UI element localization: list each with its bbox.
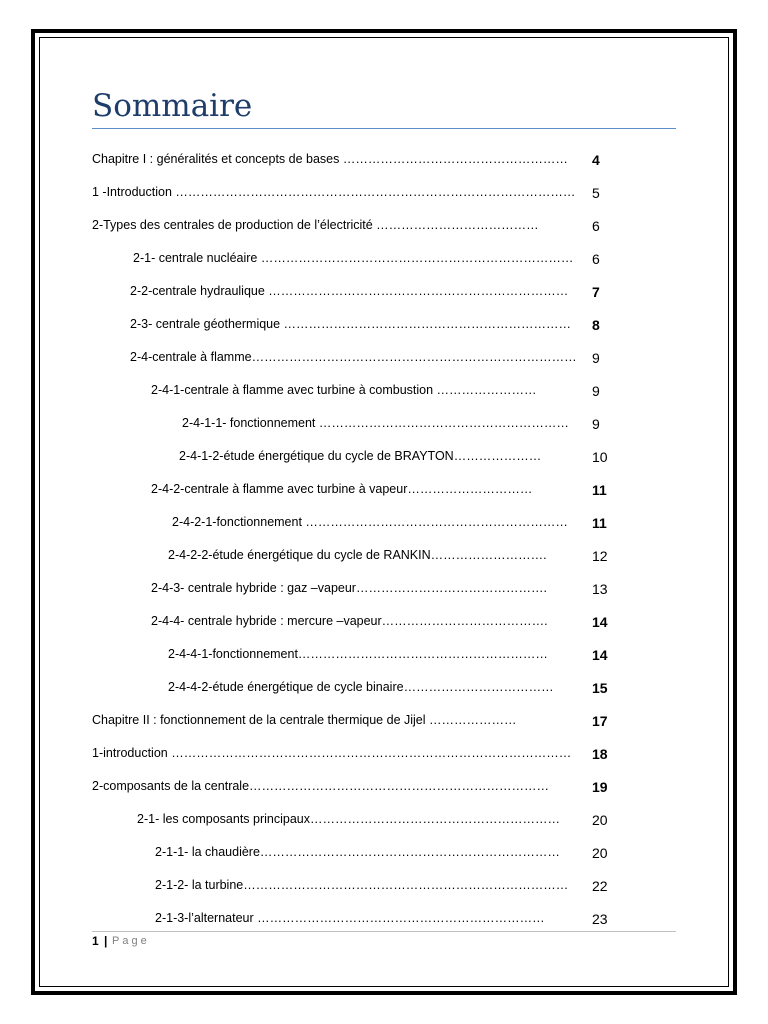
toc-entry[interactable]: [0, 183, 768, 205]
toc-entry[interactable]: [0, 480, 768, 502]
toc-entry-page-number: 15: [592, 680, 608, 696]
toc-entry[interactable]: [0, 777, 768, 799]
toc-entry[interactable]: [0, 348, 768, 370]
toc-entry-page-number: 9: [592, 383, 600, 399]
toc-entry[interactable]: [0, 711, 768, 733]
toc-entry-label: 2-4-1-2-étude énergétique du cycle de BRAYTON…………………: [179, 449, 542, 463]
toc-entry-label: 2-4-2-2-étude énergétique du cycle de RANKIN……………………….: [168, 548, 547, 562]
toc-entry-page-number: 20: [592, 845, 608, 861]
toc-entry[interactable]: [0, 447, 768, 469]
toc-entry-label: 2-3- centrale géothermique ……………………………………………………………: [130, 317, 572, 331]
toc-entry[interactable]: [0, 216, 768, 238]
toc-entry-page-number: 9: [592, 416, 600, 432]
toc-entry-label: 2-4-1-1- fonctionnement ……………………………………………………: [182, 416, 569, 430]
footer-page-label: Page: [112, 935, 150, 947]
toc-entry[interactable]: [0, 909, 768, 931]
toc-entry-label: 2-composants de la centrale………………………………………………………………: [92, 779, 550, 793]
toc-entry-label: 2-4-centrale à flamme……………………………………………………………………: [130, 350, 577, 364]
footer-divider: [92, 931, 676, 932]
footer-separator: |: [104, 934, 108, 948]
toc-entry[interactable]: [0, 843, 768, 865]
toc-entry-label: 2-2-centrale hydraulique ………………………………………………………………: [130, 284, 569, 298]
toc-entry[interactable]: [0, 645, 768, 667]
toc-entry-page-number: 14: [592, 614, 608, 630]
toc-entry-label: 2-Types des centrales de production de l’électricité …………………………………: [92, 218, 539, 232]
toc-entry-page-number: 10: [592, 449, 608, 465]
toc-entry[interactable]: [0, 282, 768, 304]
toc-entry-page-number: 18: [592, 746, 608, 762]
toc-entry-page-number: 6: [592, 218, 600, 234]
toc-entry[interactable]: [0, 414, 768, 436]
toc-entry-label: 2-1-3-l’alternateur ……………………………………………………………: [155, 911, 545, 925]
toc-entry-label: 2-4-4-1-fonctionnement……………………………………………………: [168, 647, 548, 661]
toc-entry-page-number: 19: [592, 779, 608, 795]
toc-entry[interactable]: [0, 150, 768, 172]
toc-entry-page-number: 14: [592, 647, 608, 663]
toc-entry-page-number: 7: [592, 284, 600, 300]
page-title: Sommaire: [92, 88, 253, 124]
toc-entry[interactable]: [0, 381, 768, 403]
toc-entry[interactable]: [0, 546, 768, 568]
toc-entry-page-number: 5: [592, 185, 600, 201]
toc-entry[interactable]: [0, 810, 768, 832]
footer-page-number: 1: [92, 934, 99, 948]
toc-entry[interactable]: [0, 744, 768, 766]
toc-entry-label: 2-1- centrale nucléaire …………………………………………………………………: [133, 251, 574, 265]
toc-entry-label: 1-introduction ……………………………………………………………………………………: [92, 746, 572, 760]
toc-entry-label: 2-4-3- centrale hybride : gaz –vapeur……………………………………….: [151, 581, 547, 595]
toc-entry-page-number: 23: [592, 911, 608, 927]
toc-entry[interactable]: [0, 315, 768, 337]
title-underline: [92, 128, 676, 129]
toc-entry-label: 1 -Introduction ……………………………………………………………………………………: [92, 185, 576, 199]
toc-entry-page-number: 8: [592, 317, 600, 333]
toc-entry-label: 2-1-1- la chaudière………………………………………………………………: [155, 845, 560, 859]
toc-entry-label: 2-4-2-1-fonctionnement ………………………………………………………: [172, 515, 568, 529]
toc-entry-page-number: 22: [592, 878, 608, 894]
toc-entry-page-number: 9: [592, 350, 600, 366]
toc-entry-label: Chapitre II : fonctionnement de la centrale thermique de Jijel …………………: [92, 713, 517, 727]
toc-entry-label: 2-4-4- centrale hybride : mercure –vapeur………………………………….: [151, 614, 548, 628]
toc-entry[interactable]: [0, 612, 768, 634]
toc-entry[interactable]: [0, 513, 768, 535]
toc-entry[interactable]: [0, 876, 768, 898]
toc-entry-label: 2-4-1-centrale à flamme avec turbine à combustion ……………………: [151, 383, 537, 397]
toc-entry-label: 2-4-2-centrale à flamme avec turbine à vapeur…………………………: [151, 482, 533, 496]
toc-entry-label: Chapitre I : généralités et concepts de bases ………………………………………………: [92, 152, 568, 166]
toc-entry-page-number: 13: [592, 581, 608, 597]
toc-entry-page-number: 20: [592, 812, 608, 828]
toc-entry[interactable]: [0, 249, 768, 271]
toc-entry-page-number: 17: [592, 713, 608, 729]
toc-entry-page-number: 12: [592, 548, 608, 564]
toc-entry-page-number: 11: [592, 482, 607, 498]
toc-entry-label: 2-4-4-2-étude énergétique de cycle binaire………………………………: [168, 680, 554, 694]
toc-entry-page-number: 4: [592, 152, 600, 168]
toc-entry-label: 2-1- les composants principaux……………………………………………………: [137, 812, 560, 826]
toc-entry-page-number: 6: [592, 251, 600, 267]
toc-entry[interactable]: [0, 579, 768, 601]
toc-entry[interactable]: [0, 678, 768, 700]
toc-entry-page-number: 11: [592, 515, 607, 531]
toc-entry-label: 2-1-2- la turbine……………………………………………………………………: [155, 878, 569, 892]
